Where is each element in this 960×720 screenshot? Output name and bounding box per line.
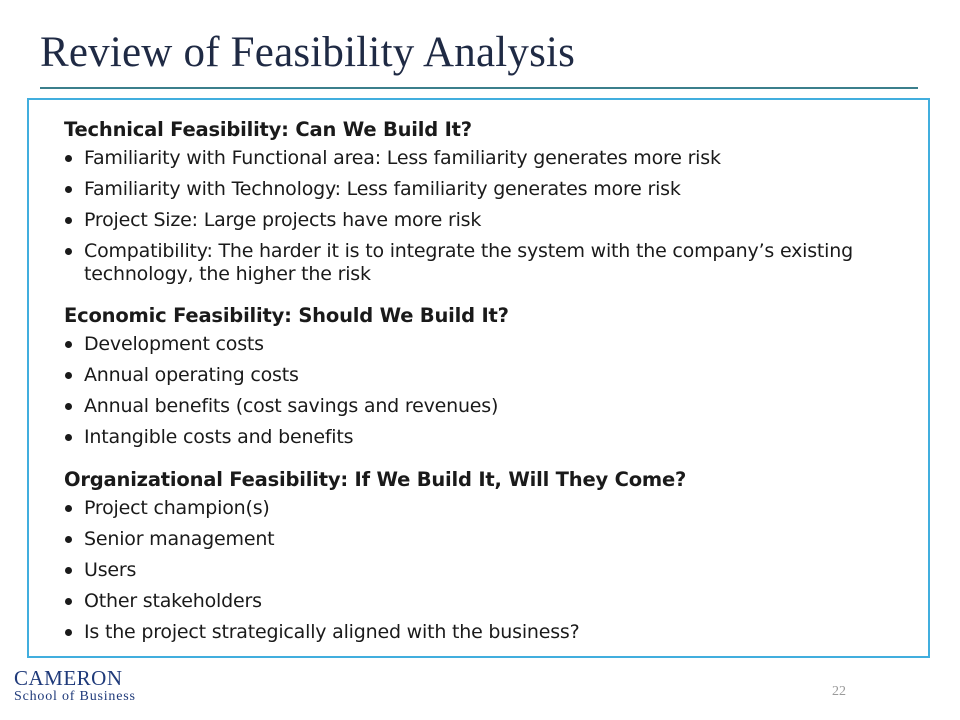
bullet-list (64, 333, 914, 449)
bullet-icon (65, 248, 72, 255)
list-item-text: Users (84, 559, 137, 581)
bullet-icon (65, 372, 72, 379)
list-item-text: Familiarity with Technology: Less familiarity generates more risk (84, 178, 681, 200)
list-item-text: Project champion(s) (84, 497, 270, 519)
bullet-list (64, 497, 914, 644)
list-item (64, 559, 914, 582)
bullet-icon (65, 186, 72, 193)
list-item-text: Other stakeholders (84, 590, 262, 612)
list-item (64, 528, 914, 551)
list-item-text: Familiarity with Functional area: Less familiarity generates more risk (84, 147, 721, 169)
list-item (64, 147, 914, 170)
list-item-text: Annual operating costs (84, 364, 299, 386)
slide-title: Review of Feasibility Analysis (40, 29, 576, 76)
list-item (64, 178, 914, 201)
section-technical-feasibility (64, 118, 914, 294)
title-divider (40, 87, 918, 89)
bullet-icon (65, 217, 72, 224)
bullet-icon (65, 629, 72, 636)
bullet-icon (65, 505, 72, 512)
list-item-text: Development costs (84, 333, 264, 355)
list-item (64, 497, 914, 520)
content-box (27, 98, 930, 658)
list-item-text: Senior management (84, 528, 275, 550)
bullet-icon (65, 598, 72, 605)
list-item-text: Intangible costs and benefits (84, 426, 354, 448)
list-item (64, 364, 914, 387)
list-item-text: Annual benefits (cost savings and revenues) (84, 395, 499, 417)
section-heading: Economic Feasibility: Should We Build It? (64, 304, 509, 327)
school-logo (14, 667, 136, 705)
section-economic-feasibility (64, 304, 914, 457)
bullet-list (64, 147, 914, 286)
list-item (64, 209, 914, 232)
bullet-icon (65, 536, 72, 543)
list-item-text: Is the project strategically aligned with the business? (84, 621, 580, 643)
list-item (64, 333, 914, 356)
list-item (64, 395, 914, 418)
bullet-icon (65, 155, 72, 162)
bullet-icon (65, 567, 72, 574)
list-item (64, 240, 914, 286)
list-item (64, 590, 914, 613)
bullet-icon (65, 341, 72, 348)
list-item (64, 621, 914, 644)
list-item-text: Project Size: Large projects have more risk (84, 209, 482, 231)
list-item (64, 426, 914, 449)
logo-name: CAMERON (14, 666, 123, 690)
section-organizational-feasibility (64, 468, 914, 652)
logo-subtitle: School of Business (14, 689, 136, 704)
section-heading: Organizational Feasibility: If We Build It, Will They Come? (64, 468, 687, 491)
list-item-text: Compatibility: The harder it is to integrate the system with the company’s existing technology, the higher the risk (84, 240, 853, 285)
bullet-icon (65, 434, 72, 441)
bullet-icon (65, 403, 72, 410)
page-number: 22 (832, 684, 846, 699)
section-heading: Technical Feasibility: Can We Build It? (64, 118, 472, 141)
